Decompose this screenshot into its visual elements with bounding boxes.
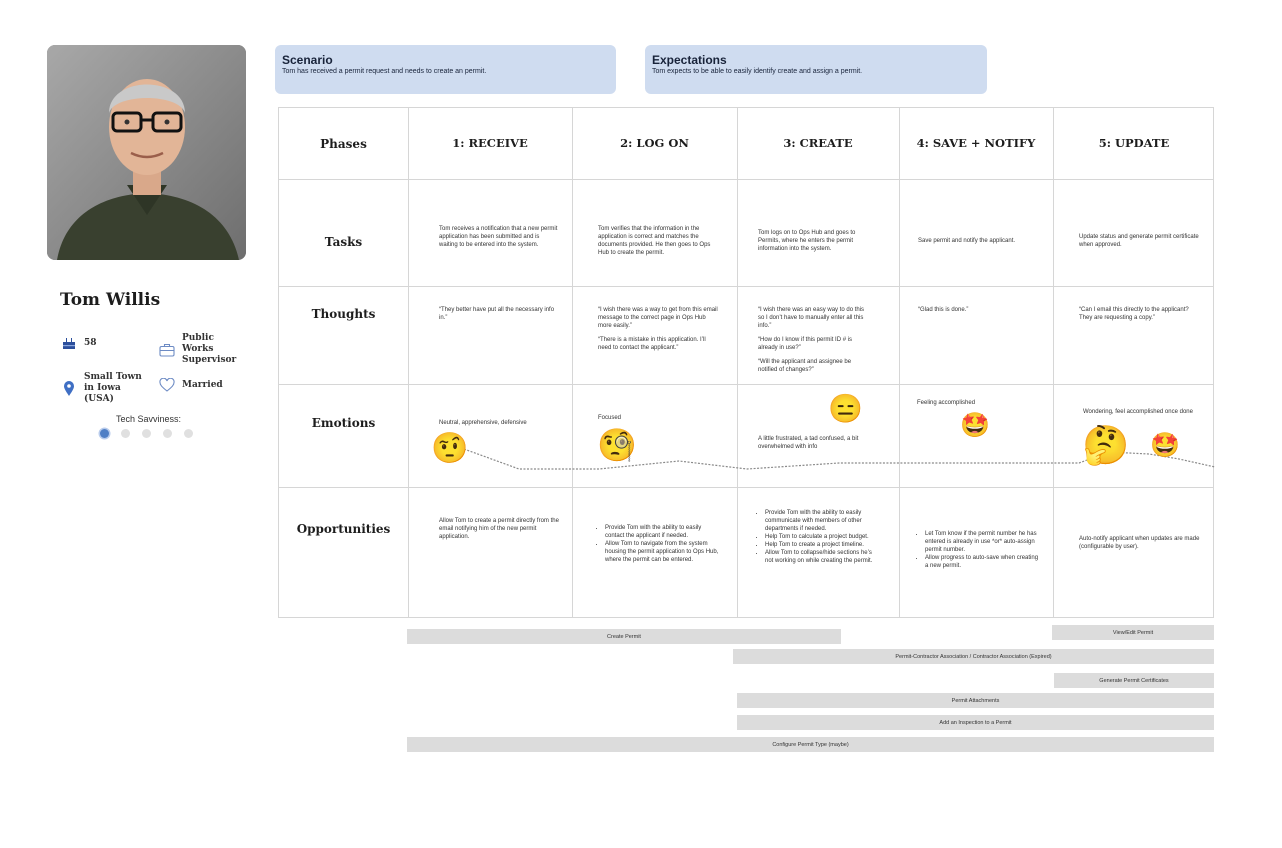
persona-portrait-icon [47, 45, 246, 260]
birthday-cake-icon [60, 334, 78, 352]
persona-job-value: Public Works Supervisor [182, 333, 237, 365]
feature-bar: Permit Attachments [737, 693, 1214, 708]
tech-savviness-label: Tech Savviness: [116, 414, 182, 424]
persona-location-value: Small Town in Iowa (USA) [84, 372, 142, 404]
thought-text: “They better have put all the necessary info in.” [439, 307, 555, 321]
thought-cell [439, 306, 559, 328]
thought-text: “I wish there was an easy way to do this so I don’t have to manually enter all this info.” [758, 307, 865, 329]
opportunity-text: Allow Tom to create a permit directly from the email notifying him of the new permit application. [439, 518, 559, 540]
scenario-text: Tom has received a permit request and needs to create an permit. [282, 68, 487, 75]
journey-map-grid [278, 107, 1214, 618]
emotion-emoji-icon: 🤩 [960, 412, 990, 439]
opportunity-text: Auto-notify applicant when updates are made (configurable by user). [1079, 536, 1200, 550]
opportunity-cell [595, 524, 720, 564]
scenario-title: Scenario [282, 53, 333, 67]
tech-savviness-dot [100, 429, 109, 438]
opportunity-list [595, 524, 720, 564]
persona-name: Tom Willis [60, 290, 161, 310]
opportunity-list [755, 509, 880, 565]
emotion-text: A little frustrated, a tad confused, a bit overwhelmed with info [758, 436, 859, 450]
opportunity-item: • Provide Tom with the ability to easily contact the applicant if needed. [605, 524, 720, 540]
thought-text: “There is a mistake in this application. I’ll need to contact the applicant.” [598, 337, 706, 351]
phase-title: 2: LOG ON [620, 136, 689, 150]
emotion-curve [279, 384, 1215, 487]
location-pin-icon [60, 380, 78, 398]
opportunity-item: • Let Tom know if the permit number he has entered is already in use *or* auto-assign permit number. [925, 530, 1040, 554]
tech-savviness-dot [184, 429, 193, 438]
emotion-emoji-icon: 🤨 [431, 432, 469, 465]
persona-photo [47, 45, 246, 260]
emotion-text: Wondering, feel accomplished once done [1083, 409, 1193, 415]
task-text: Tom verifies that the information in the application is correct and matches the documents provided. He then goes to Ops Hub to create the permit. [598, 226, 711, 256]
tech-savviness-dot [121, 429, 130, 438]
emotion-text: Focused [598, 415, 622, 421]
thought-cell [598, 306, 718, 358]
persona-status [158, 376, 223, 394]
row-label-emotions: Emotions [311, 416, 376, 430]
emotion-text: Neutral, apprehensive, defensive [439, 420, 527, 426]
row-label-phases: Phases [320, 137, 367, 151]
phase-title: 5: UPDATE [1098, 136, 1170, 150]
persona-location [60, 372, 152, 405]
tech-savviness-rating [100, 429, 193, 438]
opportunity-item: • Provide Tom with the ability to easily communicate with members of other departments if needed. [765, 509, 880, 533]
persona-age [60, 334, 97, 352]
opportunity-list [915, 530, 1040, 570]
row-label-tasks: Tasks [324, 235, 363, 249]
phase-title: 3: CREATE [783, 136, 853, 150]
expectations-text: Tom expects to be able to easily identify create and assign a permit. [652, 68, 863, 75]
persona-job [158, 333, 248, 366]
persona-age-value: 58 [84, 337, 97, 348]
opportunity-cell [439, 517, 564, 547]
emotion-emoji-icon: 🧐 [597, 427, 637, 463]
row-label-opportunities: Opportunities [296, 522, 391, 536]
feature-bar: Configure Permit Type (maybe) [407, 737, 1214, 752]
expectations-box [645, 45, 987, 94]
task-text: Update status and generate permit certificate when approved. [1079, 234, 1199, 248]
emotion-emoji-icon: 🤔 [1082, 425, 1130, 467]
phase-title: 1: RECEIVE [452, 136, 528, 150]
feature-bar: View/Edit Permit [1052, 625, 1214, 640]
opportunity-item: • Allow Tom to navigate from the system housing the permit application to Ops Hub, where the permit can be entered. [605, 540, 720, 564]
phase-title: 4: SAVE + NOTIFY [916, 136, 1036, 150]
tech-savviness-dot [142, 429, 151, 438]
opportunity-item: • Allow Tom to collapse/hide sections he’s not working on while creating the permit. [765, 549, 880, 565]
opportunity-item: • Allow progress to auto-save when creating a new permit. [925, 554, 1040, 570]
opportunity-item: • Help Tom to calculate a project budget. [765, 533, 880, 541]
task-text: Tom receives a notification that a new permit application has been submitted and is waiting to be entered into the system. [439, 226, 558, 248]
feature-bar: Create Permit [407, 629, 841, 644]
emotion-text: Feeling accomplished [917, 400, 976, 406]
heart-icon [158, 376, 176, 394]
task-text: Tom logs on to Ops Hub and goes to Permits, where he enters the permit information into the system. [758, 230, 856, 252]
persona-status-value: Married [182, 379, 223, 390]
emotion-emoji-icon: 😑 [828, 393, 863, 424]
opportunity-item: • Help Tom to create a project timeline. [765, 541, 880, 549]
tech-savviness-dot [163, 429, 172, 438]
feature-bar: Generate Permit Certificates [1054, 673, 1214, 688]
opportunity-cell [755, 509, 880, 565]
thought-cell [758, 306, 870, 380]
opportunity-cell [915, 530, 1040, 570]
briefcase-icon [158, 341, 176, 359]
expectations-title: Expectations [652, 53, 727, 67]
thought-text: “How do I know if this permit ID # is already in use?” [758, 337, 853, 351]
feature-bar: Add an Inspection to a Permit [737, 715, 1214, 730]
task-text: Save permit and notify the applicant. [918, 238, 1016, 244]
thought-cell [1079, 306, 1199, 328]
thought-text: “Glad this is done.” [918, 307, 969, 313]
scenario-box [275, 45, 616, 94]
thought-text: “Can I email this directly to the applicant? They are requesting a copy.” [1079, 307, 1189, 321]
thought-cell [918, 306, 1043, 320]
feature-bar: Permit-Contractor Association / Contractor Association (Expired) [733, 649, 1214, 664]
row-label-thoughts: Thoughts [311, 307, 376, 321]
opportunity-cell [1079, 535, 1204, 557]
thought-text: “I wish there was a way to get from this email message to the correct page in Ops Hub more easily.” [598, 307, 718, 329]
emotion-emoji-icon: 🤩 [1150, 432, 1180, 459]
thought-text: “Will the applicant and assignee be notified of changes?” [758, 359, 852, 373]
